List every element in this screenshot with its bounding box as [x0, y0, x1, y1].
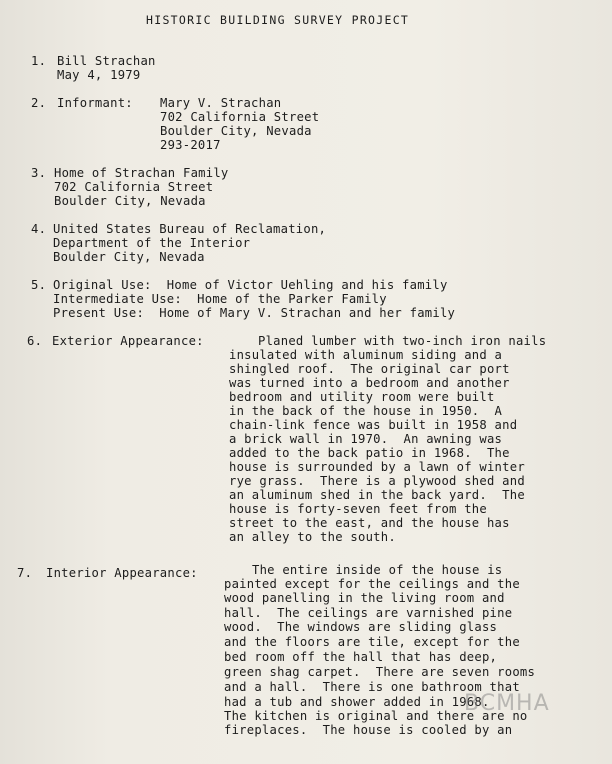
item-3-number: 3.	[31, 166, 47, 180]
exterior-text-line: chain-link fence was built in 1958 and	[229, 418, 518, 432]
item-1-date: May 4, 1979	[57, 68, 141, 82]
item-7-number: 7.	[17, 566, 33, 580]
item-2-label: Informant:	[57, 96, 133, 110]
interior-text-line: wood. The windows are sliding glass	[224, 620, 498, 634]
item-4-number: 4.	[31, 222, 47, 236]
exterior-text-line: house is surrounded by a lawn of winter	[229, 460, 525, 474]
exterior-appearance-label: Exterior Appearance:	[52, 334, 204, 348]
interior-text-line: bed room off the hall that has deep,	[224, 650, 498, 664]
exterior-text-line: an alley to the south.	[229, 530, 396, 544]
present-use: Present Use: Home of Mary V. Strachan and her family	[53, 306, 456, 320]
item-4-line: United States Bureau of Reclamation,	[53, 222, 327, 236]
intermediate-use: Intermediate Use: Home of the Parker Family	[53, 292, 387, 306]
document-title: HISTORIC BUILDING SURVEY PROJECT	[146, 13, 410, 27]
exterior-text-line: Planed lumber with two-inch iron nails	[258, 334, 547, 348]
exterior-text-line: a brick wall in 1970. An awning was	[229, 432, 503, 446]
item-5-number: 5.	[31, 278, 47, 292]
informant-city: Boulder City, Nevada	[160, 124, 312, 138]
watermark: BCMHA	[464, 691, 550, 716]
item-3-line: Boulder City, Nevada	[54, 194, 206, 208]
exterior-text-line: shingled roof. The original car port	[229, 362, 510, 376]
interior-text-line: and a hall. There is one bathroom that	[224, 680, 520, 694]
exterior-text-line: added to the back patio in 1968. The	[229, 446, 510, 460]
informant-phone: 293-2017	[160, 138, 221, 152]
item-3-line: Home of Strachan Family	[54, 166, 229, 180]
exterior-text-line: insulated with aluminum siding and a	[229, 348, 503, 362]
item-4-line: Boulder City, Nevada	[53, 250, 205, 264]
item-1-number: 1.	[31, 54, 47, 68]
exterior-text-line: was turned into a bedroom and another	[229, 376, 510, 390]
informant-name: Mary V. Strachan	[160, 96, 282, 110]
interior-text-line: green shag carpet. There are seven rooms	[224, 665, 536, 679]
interior-text-line: and the floors are tile, except for the	[224, 635, 520, 649]
item-4-line: Department of the Interior	[53, 236, 251, 250]
interior-text-line: fireplaces. The house is cooled by an	[224, 723, 513, 737]
item-1-name: Bill Strachan	[57, 54, 156, 68]
exterior-text-line: house is forty-seven feet from the	[229, 502, 487, 516]
exterior-text-line: rye grass. There is a plywood shed and	[229, 474, 525, 488]
item-3-line: 702 California Street	[54, 180, 214, 194]
interior-text-line: painted except for the ceilings and the	[224, 577, 520, 591]
exterior-text-line: an aluminum shed in the back yard. The	[229, 488, 525, 502]
interior-text-line: The kitchen is original and there are no	[224, 709, 528, 723]
interior-text-line: had a tub and shower added in 1968.	[224, 695, 490, 709]
exterior-text-line: bedroom and utility room were built	[229, 390, 495, 404]
interior-appearance-label: Interior Appearance:	[46, 566, 198, 580]
exterior-text-line: in the back of the house in 1950. A	[229, 404, 503, 418]
interior-text-line: hall. The ceilings are varnished pine	[224, 606, 513, 620]
item-6-number: 6.	[27, 334, 43, 348]
exterior-text-line: street to the east, and the house has	[229, 516, 510, 530]
item-2-number: 2.	[31, 96, 47, 110]
interior-text-line: wood panelling in the living room and	[224, 591, 505, 605]
original-use: Original Use: Home of Victor Uehling and his family	[53, 278, 448, 292]
informant-street: 702 California Street	[160, 110, 320, 124]
interior-text-line: The entire inside of the house is	[252, 563, 503, 577]
